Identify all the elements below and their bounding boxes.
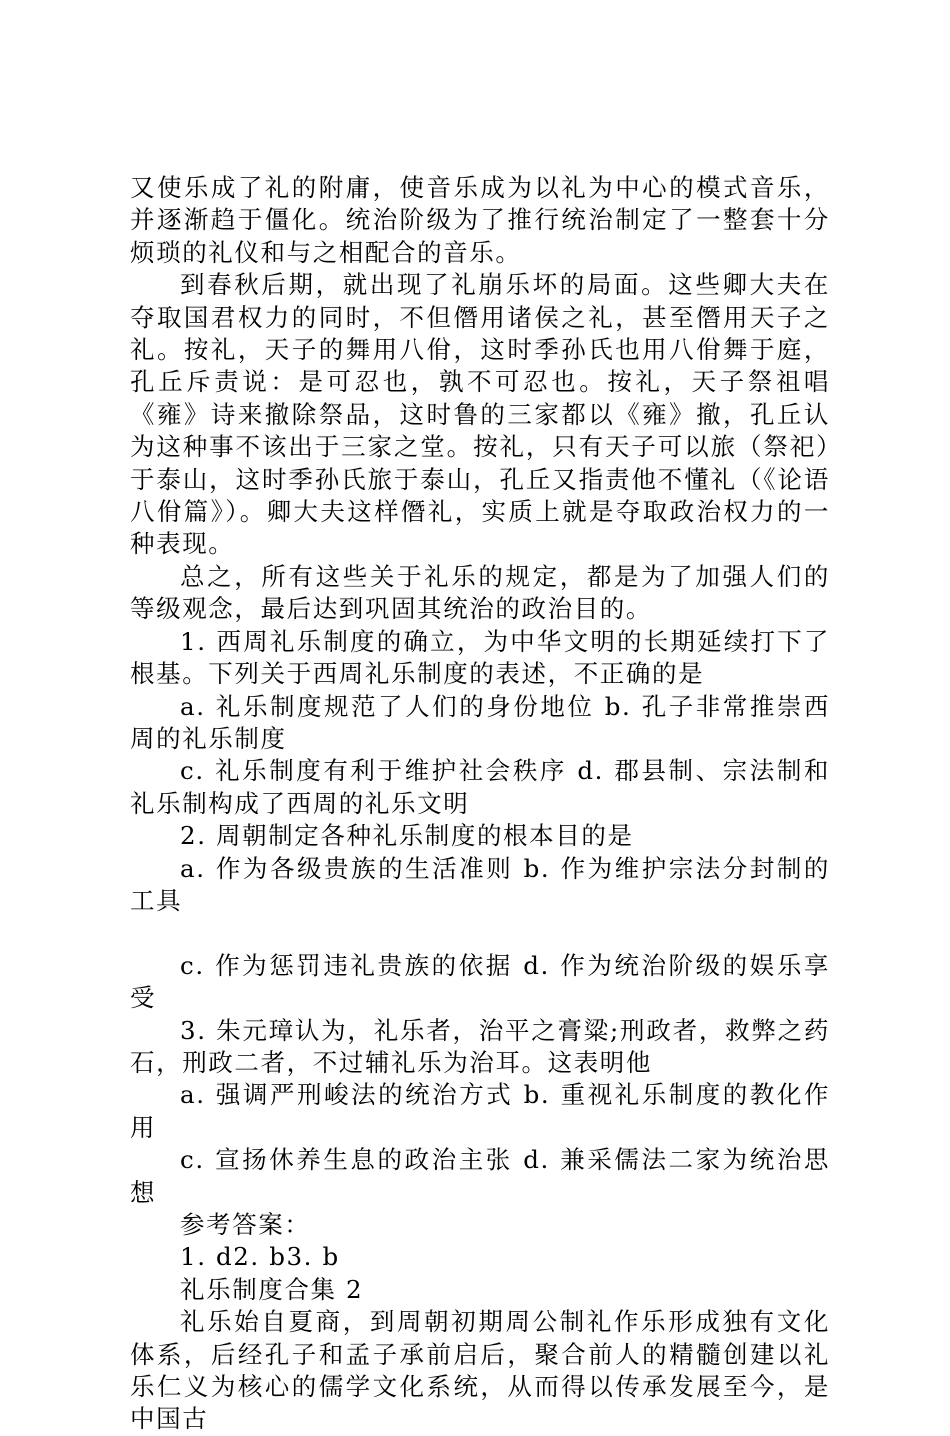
paragraph-ritual-music-origin: 礼乐始自夏商，到周朝初期周公制礼作乐形成独有文化体系，后经孔子和孟子承前启后，聚合前人的精髓创建以礼乐仁义为核心的儒学文化系统，从而得以传承发展至今，是中国古	[130, 1307, 830, 1434]
paragraph-spring-autumn-collapse: 到春秋后期，就出现了礼崩乐坏的局面。这些卿大夫在夺取国君权力的同时，不但僭用诸侯之礼，甚至僭用天子之礼。按礼，天子的舞用八佾，这时季孙氏也用八佾舞于庭，孔丘斥责说：是可忍也，孰不可忍也。按礼，天子祭祖唱《雍》诗来撤除祭品，这时鲁的三家都以《雍》撤，孔丘认为这种事不该出于三家之堂。按礼，只有天子可以旅（祭祀）于泰山，这时季孙氏旅于泰山，孔丘又指责他不懂礼（《论语八佾篇》）。卿大夫这样僭礼，实质上就是夺取政治权力的一种表现。	[130, 270, 830, 559]
question-2-options-cd: c. 作为惩罚违礼贵族的依据 d. 作为统治阶级的娱乐享受	[130, 950, 830, 1013]
question-2-options-ab: a. 作为各级贵族的生活准则 b. 作为维护宗法分封制的工具	[130, 853, 830, 915]
answer-key-label: 参考答案：	[180, 1209, 311, 1239]
question-3-options-ab: a. 强调严刑峻法的统治方式 b. 重视礼乐制度的教化作用	[130, 1080, 830, 1142]
question-3: 3. 朱元璋认为，礼乐者，治平之膏粱;刑政者，救弊之药石，刑政二者，不过辅礼乐为治耳。这表明他	[130, 1015, 830, 1077]
paragraph-ritual-music-rigidity: 又使乐成了礼的附庸，使音乐成为以礼为中心的模式音乐，并逐渐趋于僵化。统治阶级为了推行统治制定了一整套十分烦琐的礼仪和与之相配合的音乐。	[130, 173, 830, 267]
question-1: 1. 西周礼乐制度的确立，为中华文明的长期延续打下了根基。下列关于西周礼乐制度的表述，不正确的是	[130, 626, 830, 689]
question-1-options-ab: a. 礼乐制度规范了人们的身份地位 b. 孔子非常推崇西周的礼乐制度	[130, 691, 830, 753]
question-2: 2. 周朝制定各种礼乐制度的根本目的是	[180, 821, 634, 851]
document-body	[130, 172, 830, 1436]
paragraph-summary: 总之，所有这些关于礼乐的规定，都是为了加强人们的等级观念，最后达到巩固其统治的政治目的。	[130, 561, 830, 624]
question-3-options-cd: c. 宣扬休养生息的政治主张 d. 兼采儒法二家为统治思想	[130, 1145, 830, 1207]
answer-key: 1. d2. b3. b	[180, 1242, 340, 1272]
section-heading-2: 礼乐制度合集 2	[180, 1274, 364, 1304]
blank-line	[130, 917, 830, 949]
question-1-options-cd: c. 礼乐制度有利于维护社会秩序 d. 郡县制、宗法制和礼乐制构成了西周的礼乐文明	[130, 756, 830, 818]
